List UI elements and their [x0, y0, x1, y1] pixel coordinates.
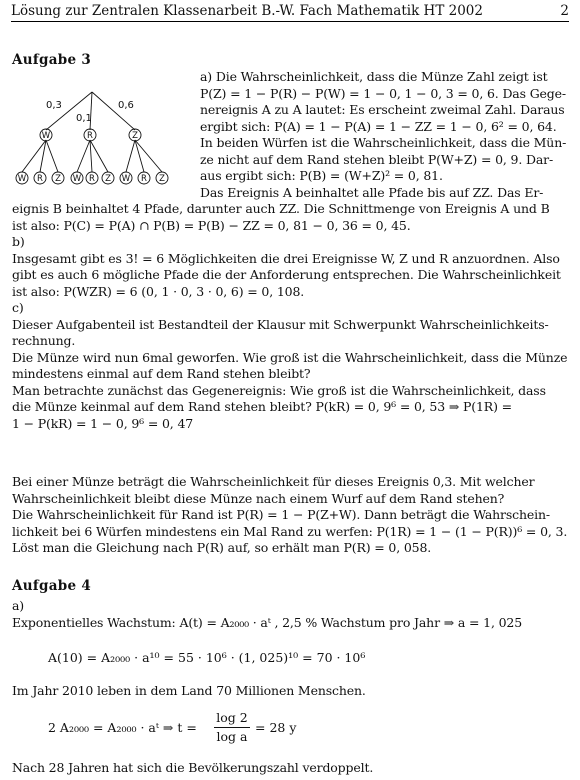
tree-node-r: R: [87, 131, 93, 141]
tree-leaf: W: [72, 174, 82, 184]
text-line: P(Z) = 1 − P(R) − P(W) = 1 − 0, 1 − 0, 3 = 0, 6. Das Gege-: [200, 85, 566, 101]
aufgabe-4-result: [12, 683, 570, 700]
text-line: 1 − P(kR) = 1 − 0, 9⁶ = 0, 47: [12, 415, 194, 431]
text-line: a) Die Wahrscheinlichkeit, dass die Münze Zahl zeigt ist: [200, 69, 548, 84]
tree-prob-mid: 0,1: [76, 113, 92, 124]
text-line: Das Ereignis A beinhaltet alle Pfade bis auf ZZ. Das Er-: [200, 184, 544, 200]
text-line: eignis B beinhaltet 4 Pfade, darunter auch ZZ. Die Schnittmenge von Ereignis A und B: [12, 201, 550, 216]
text-line: Dieser Aufgabenteil ist Bestandteil der Klausur mit Schwerpunkt Wahrscheinlichkeits-: [12, 316, 549, 332]
equation-a10: A(10) = A₂₀₀₀ · a¹⁰ = 55 · 10⁶ · (1, 025)¹⁰ = 70 · 10⁶: [48, 650, 366, 665]
text-line: Löst man die Gleichung nach P(R) auf, so erhält man P(R) = 0, 058.: [12, 540, 432, 555]
tree-prob-left: 0,3: [46, 100, 62, 111]
aufgabe-3-body: [12, 201, 570, 432]
text-line: gibt es auch 6 mögliche Pfade die der Anforderung entsprechen. Die Wahrscheinlichkeit: [12, 267, 561, 282]
part-a-label: a): [12, 598, 25, 613]
text-line: Bei einer Münze beträgt die Wahrscheinlichkeit für dieses Ereignis 0,3. Mit welcher: [12, 474, 535, 489]
page-header: [11, 3, 569, 19]
text-line: die Münze keinmal auf dem Rand stehen bleibt? P(kR) = 0, 9⁶ = 0, 53 ⇒ P(1R) =: [12, 399, 512, 414]
text-line: mindestens einmal auf dem Rand stehen bleibt?: [12, 366, 311, 381]
tree-node-z: Z: [132, 131, 138, 141]
aufgabe-4-heading: Aufgabe 4: [12, 578, 92, 594]
tree-leaf: R: [89, 174, 95, 184]
equation-doubling: [48, 710, 348, 746]
fraction-numerator: log 2: [216, 710, 248, 725]
text-line: Wahrscheinlichkeit bleibt diese Münze nach einem Wurf auf dem Rand stehen?: [12, 490, 505, 506]
aufgabe-3-heading: Aufgabe 3: [12, 52, 92, 68]
tree-leaf: R: [37, 174, 43, 184]
tree-prob-right: 0,6: [118, 100, 134, 111]
tree-leaf: Z: [55, 174, 61, 184]
text-line: Insgesamt gibt es 3! = 6 Möglichkeiten die drei Ereignisse W, Z und R anzuordnen. Also: [12, 250, 560, 266]
fraction-bar: [214, 727, 250, 728]
text-line: Im Jahr 2010 leben in dem Land 70 Millionen Menschen.: [12, 683, 366, 698]
equation-doubling-right: = 28 y: [255, 720, 297, 735]
text-line: aus ergibt sich: P(B) = (W+Z)² = 0, 81.: [200, 168, 443, 183]
text-line: lichkeit bei 6 Würfen mindestens ein Mal Rand zu werfen: P(1R) = 1 − (1 − P(R))⁶ = 0, 3.: [12, 523, 568, 539]
tree-leaf: W: [17, 174, 27, 184]
header-rule: [11, 21, 569, 22]
page-number: 2: [560, 3, 569, 19]
text-line: nereignis A zu A lautet: Es erscheint zweimal Zahl. Daraus: [200, 102, 565, 117]
text-line: In beiden Würfen ist die Wahrscheinlichkeit, dass die Mün-: [200, 135, 567, 150]
text-line: rechnung.: [12, 333, 76, 348]
tree-node-w: W: [41, 131, 51, 141]
aufgabe-4-intro: [12, 598, 570, 631]
fraction-denominator: log a: [216, 729, 248, 744]
aufgabe-3-part-c-continued: [12, 474, 570, 557]
text-line: ergibt sich: P(A) = 1 − P(A) = 1 − ZZ = 1 − 0, 6² = 0, 64.: [200, 118, 557, 134]
text-line: Die Wahrscheinlichkeit für Rand ist P(R) = 1 − P(Z+W). Dann beträgt die Wahrschein-: [12, 507, 550, 522]
text-line: Die Münze wird nun 6mal geworfen. Wie groß ist die Wahrscheinlichkeit, dass die Münze: [12, 349, 568, 365]
probability-tree-diagram: [8, 84, 188, 190]
tree-leaf: Z: [105, 174, 111, 184]
text-line: ze nicht auf dem Rand stehen bleibt P(W+Z) = 0, 9. Dar-: [200, 151, 554, 167]
aufgabe-3-part-a-column: [200, 69, 570, 201]
text-line: Exponentielles Wachstum: A(t) = A₂₀₀₀ · aᵗ , 2,5 % Wachstum pro Jahr ⇒ a = 1, 025: [12, 614, 523, 630]
text-line: ist also: P(C) = P(A) ∩ P(B) = P(B) − ZZ = 0, 81 − 0, 36 = 0, 45.: [12, 217, 411, 233]
equation-doubling-left: 2 A₂₀₀₀ = A₂₀₀₀ · aᵗ ⇒ t =: [48, 720, 197, 735]
part-c-label: c): [12, 300, 24, 315]
part-b-label: b): [12, 234, 25, 249]
text-line: ist also: P(WZR) = 6 (0, 1 · 0, 3 · 0, 6) = 0, 108.: [12, 283, 305, 299]
tree-leaf: Z: [159, 174, 165, 184]
tree-leaf: W: [121, 174, 131, 184]
tree-leaf: R: [141, 174, 147, 184]
text-line: Man betrachte zunächst das Gegenereignis: Wie groß ist die Wahrscheinlichkeit, dass: [12, 382, 546, 398]
text-line: Nach 28 Jahren hat sich die Bevölkerungszahl verdoppelt.: [12, 760, 374, 775]
aufgabe-4-conclusion: [12, 760, 570, 777]
header-title: Lösung zur Zentralen Klassenarbeit B.-W. Fach Mathematik HT 2002: [11, 3, 483, 19]
